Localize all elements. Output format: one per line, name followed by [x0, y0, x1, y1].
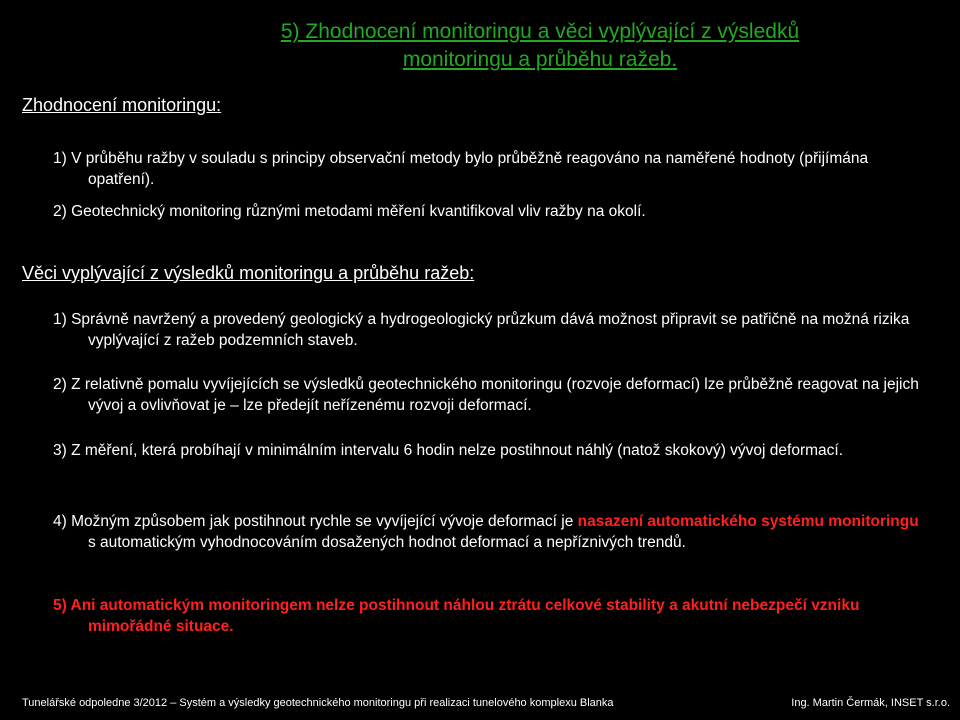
evaluation-heading: Zhodnocení monitoringu: [22, 95, 222, 115]
conclusion-item-4-highlight: nasazení automatického systému monitoringu [577, 513, 919, 530]
conclusions-heading: Věci vyplývající z výsledků monitoringu a průběhu ražeb: [22, 263, 475, 283]
conclusion-item-4-suffix: s automatickým vyhodnocováním dosažených hodnot deformací a nepříznivých trendů. [88, 534, 686, 551]
conclusion-item-1: 1) Správně navržený a provedený geologický a hydrogeologický průzkum dává možnost připravit se patřičně na možná rizika vyplývající z ražeb podzemních staveb. [53, 311, 910, 349]
footer-author: Ing. Martin Čermák, INSET s.r.o. [791, 697, 950, 709]
evaluation-item-1: 1) V průběhu ražby v souladu s principy observační metody bylo průběžně reagováno na naměřené hodnoty (přijímána opatření). [53, 150, 869, 188]
conclusion-item-5: 5) Ani automatickým monitoringem nelze postihnout náhlou ztrátu celkové stability a akutní nebezpečí vzniku mimořádné situace. [53, 597, 860, 635]
conclusion-item-2: 2) Z relativně pomalu vyvíjejících se výsledků geotechnického monitoringu (rozvoje deformací) lze průběžně reagovat na jejich vývoj a ovlivňovat je – lze předejít neřízenému rozvoji deformací. [53, 376, 919, 414]
conclusion-item-3: 3) Z měření, která probíhají v minimálním intervalu 6 hodin nelze postihnout náhlý (natož skokový) vývoj deformací. [53, 442, 844, 459]
evaluation-item-2: 2) Geotechnický monitoring různými metodami měření kvantifikoval vliv ražby na okolí. [53, 203, 646, 220]
conclusion-item-4 [53, 511, 923, 553]
slide-title [150, 18, 930, 74]
conclusion-item-4-prefix: 4) Možným způsobem jak postihnout rychle se vyvíjející vývoje deformací je [53, 513, 578, 530]
slide-title-line-1: 5) Zhodnocení monitoringu a věci vyplývající z výsledků [280, 20, 800, 43]
footer-presentation-info: Tunelářské odpoledne 3/2012 – Systém a výsledky geotechnického monitoringu při realizaci tunelového komplexu Blanka [22, 697, 614, 709]
slide-title-line-2: monitoringu a průběhu ražeb. [402, 48, 678, 71]
